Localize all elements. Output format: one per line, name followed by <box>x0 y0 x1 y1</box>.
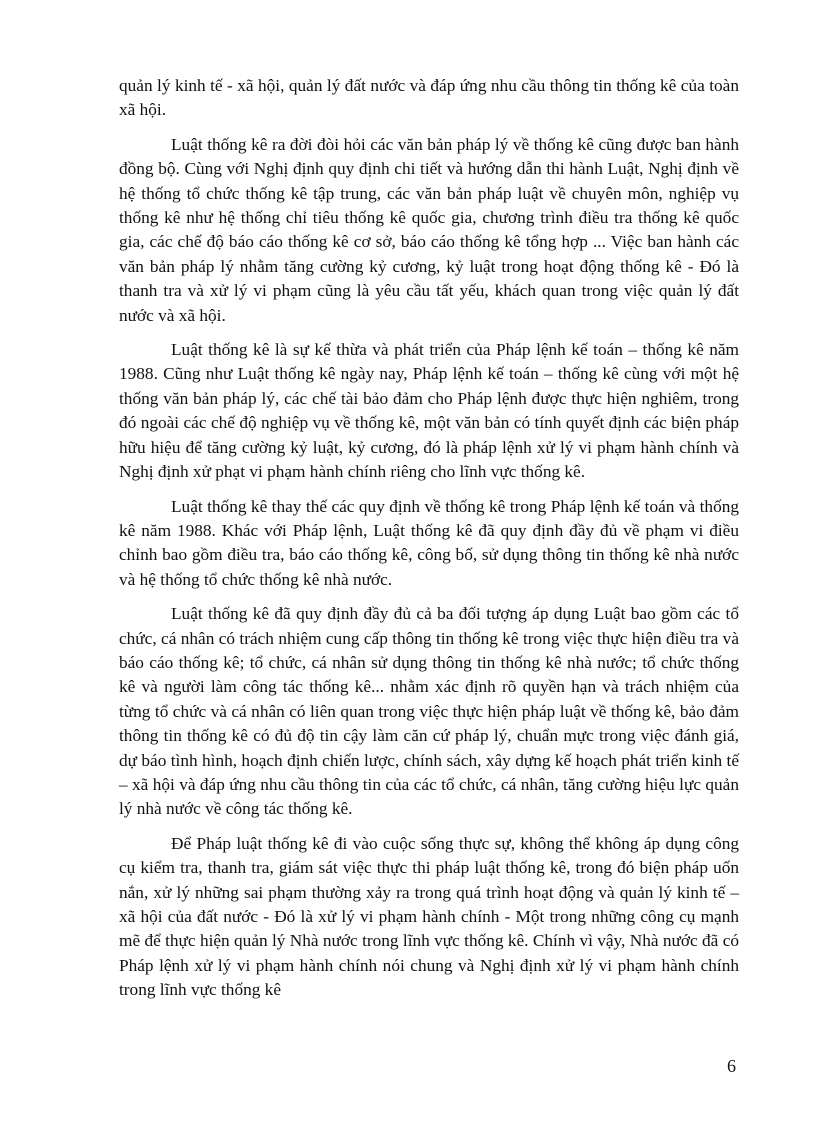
paragraph-continuation: quản lý kinh tế - xã hội, quản lý đất nước và đáp ứng nhu cầu thông tin thống kê của toàn xã hội. <box>119 76 739 120</box>
document-body <box>119 74 739 1013</box>
paragraph: Luật thống kê ra đời đòi hỏi các văn bản pháp lý về thống kê cũng được ban hành đồng bộ. Cùng với Nghị định quy định chi tiết và hướng dẫn thi hành Luật, Nghị định về hệ thống tổ chức thống kê tập trung, các văn bản pháp luật về chuyên môn, nghiệp vụ thống kê như hệ thống chỉ tiêu thống kê quốc gia, chương trình điều tra thống kê quốc gia, các chế độ báo cáo thống kê cơ sở, báo cáo thống kê tổng hợp ... Việc ban hành các văn bản pháp lý nhằm tăng cường kỷ cương, kỷ luật trong hoạt động thống kê - Đó là thanh tra và xử lý vi phạm cũng là yêu cầu tất yếu, khách quan trong việc quản lý đất nước và xã hội. <box>119 134 739 325</box>
paragraph: Để Pháp luật thống kê đi vào cuộc sống thực sự, không thể không áp dụng công cụ kiểm tra, thanh tra, giám sát việc thực thi pháp luật thống kê, trong đó biện pháp uốn nắn, xử lý những sai phạm thường xảy ra trong quá trình hoạt động và quản lý kinh tế – xã hội của đất nước - Đó là xử lý vi phạm hành chính - Một trong những công cụ mạnh mẽ để thực hiện quản lý Nhà nước trong lĩnh vực thống kê. Chính vì vậy, Nhà nước đã có Pháp lệnh xử lý vi phạm hành chính nói chung và Nghị định xử lý vi phạm hành chính trong lĩnh vực thống kê <box>119 833 739 1000</box>
paragraph: Luật thống kê đã quy định đầy đủ cả ba đối tượng áp dụng Luật bao gồm các tổ chức, cá nhân có trách nhiệm cung cấp thông tin thống kê trong việc thực hiện điều tra và báo cáo thống kê; tổ chức, cá nhân sử dụng thông tin thống kê nhà nước; tổ chức thống kê và người làm công tác thống kê... nhằm xác định rõ quyền hạn và trách nhiệm của từng tổ chức và cá nhân có liên quan trong việc thực hiện pháp luật về thống kê, bảo đảm thông tin thống kê có đủ độ tin cậy làm căn cứ pháp lý, chuẩn mực trong việc đánh giá, dự báo tình hình, hoạch định chiến lược, chính sách, xây dựng kế hoạch phát triển kinh tế – xã hội và đáp ứng nhu cầu thông tin của các tổ chức, cá nhân, tăng cường hiệu lực quản lý nhà nước về công tác thống kê. <box>119 604 739 819</box>
page-number: 6 <box>727 1056 736 1076</box>
paragraph: Luật thống kê thay thế các quy định về thống kê trong Pháp lệnh kế toán và thống kê năm 1988. Khác với Pháp lệnh, Luật thống kê đã quy định đầy đủ về phạm vi điều chỉnh bao gồm điều tra, báo cáo thống kê, công bố, sử dụng thông tin thống kê nhà nước và hệ thống tổ chức thống kê nhà nước. <box>119 496 739 589</box>
paragraph: Luật thống kê là sự kế thừa và phát triển của Pháp lệnh kế toán – thống kê năm 1988. Cũng như Luật thống kê ngày nay, Pháp lệnh kế toán – thống kê cùng với một hệ thống văn bản pháp lý, các chế tài bảo đảm cho Pháp lệnh được thực hiện nghiêm, trong đó ngoài các chế độ nghiệp vụ về thống kê, một văn bản có tính quyết định các biện pháp hữu hiệu để tăng cường kỷ luật, kỷ cương, đó là pháp lệnh xử lý vi phạm hành chính và Nghị định xử phạt vi phạm hành chính riêng cho lĩnh vực thống kê. <box>119 340 739 482</box>
